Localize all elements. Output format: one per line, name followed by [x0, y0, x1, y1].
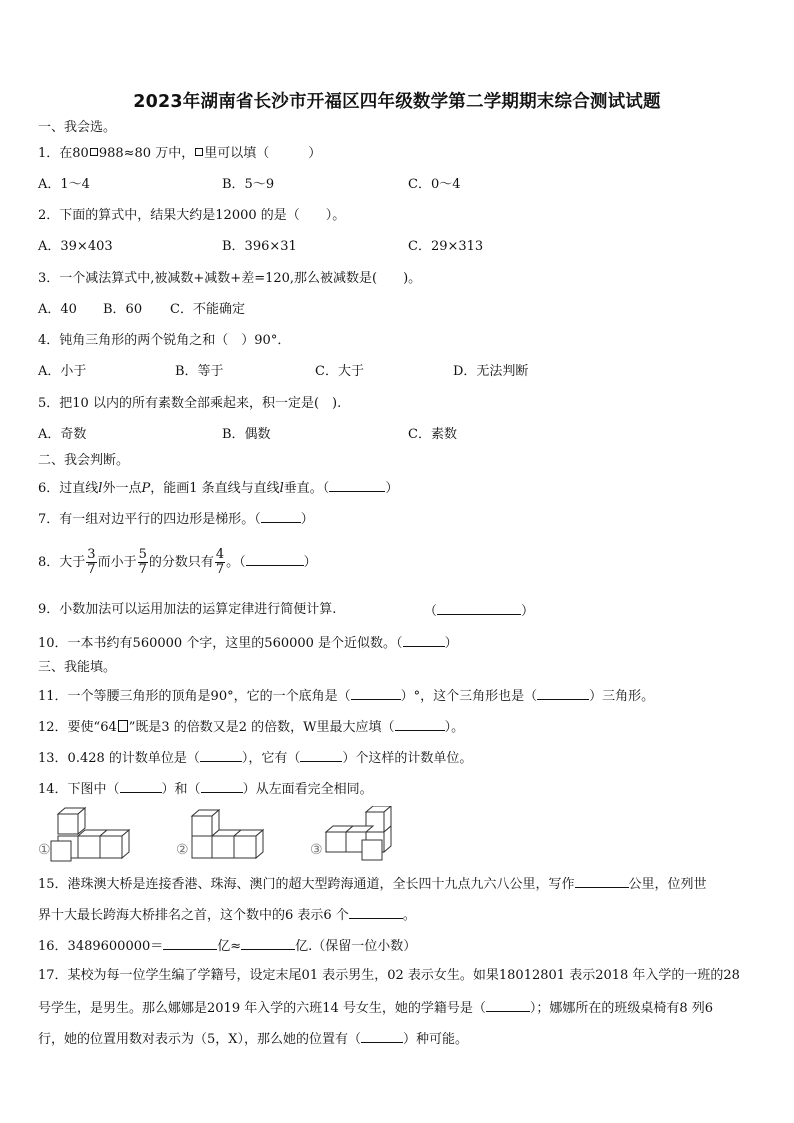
q13-answer-blank-2[interactable] [300, 748, 342, 762]
box-placeholder-icon [118, 720, 128, 732]
q7-answer-blank[interactable] [261, 509, 301, 523]
q10-answer-blank[interactable] [403, 633, 445, 647]
fraction-denominator: 7 [87, 562, 96, 577]
q1-option-a[interactable]: A．1～4 [38, 177, 90, 192]
question-2: 2．下面的算式中，结果大约是12000 的是（ ）。 [38, 208, 346, 223]
q10-text-a: 10．一本书约有560000 个字，这里的560000 是个近似数。（ [38, 636, 403, 651]
q12-answer-blank[interactable] [395, 717, 445, 731]
question-12 [38, 717, 464, 737]
q6-text-d: 垂直。（ [283, 481, 330, 496]
q5-option-b[interactable]: B．偶数 [222, 427, 271, 442]
question-17-line-2 [38, 998, 713, 1018]
q11-answer-blank-1[interactable] [351, 686, 401, 700]
q10-text-b: ） [444, 636, 458, 651]
q3-option-b[interactable]: B．60 [103, 302, 143, 317]
q8-text-b: 而小于 [97, 555, 137, 570]
fraction-denominator: 7 [138, 562, 147, 577]
fraction-5-7 [138, 548, 148, 577]
q6-line-symbol: l [98, 481, 103, 496]
cube-figure-1 [38, 806, 138, 864]
q14-text-b: ）和（ [161, 782, 201, 797]
q9-text-a: 9．小数加法可以运用加法的运算定律进行简便计算. [38, 602, 337, 617]
fraction-numerator: 3 [87, 547, 96, 562]
cube-figure-3 [310, 806, 400, 864]
q16-text-b: 亿≈ [217, 939, 242, 954]
q12-text-c: ）。 [444, 720, 465, 735]
q16-answer-blank-2[interactable] [241, 936, 295, 950]
q8-text-a: 8．大于 [38, 555, 86, 570]
q6-line-symbol-2: l [279, 481, 284, 496]
q12-text-b: ”既是3 的倍数又是2 的倍数，W里最大应填（ [128, 720, 395, 735]
q13-text-c: ）个这样的计数单位。 [342, 751, 473, 766]
q8-text-c: 的分数只有 [148, 555, 214, 570]
q15-text-b: 公里，位列世 [628, 877, 707, 892]
q11-text-b: ）°，这个三角形也是（ [400, 689, 538, 704]
q2-option-c[interactable]: C．29×313 [408, 239, 484, 254]
q8-text-e: ） [303, 555, 317, 570]
section-heading-judge: 二、我会判断。 [38, 453, 130, 468]
q4-option-b[interactable]: B．等于 [175, 364, 224, 379]
q13-answer-blank-1[interactable] [200, 748, 242, 762]
q11-text-c: ）三角形。 [589, 689, 655, 704]
q17-answer-blank-2[interactable] [361, 1029, 403, 1043]
question-10 [38, 633, 458, 653]
q6-text-b: 外一点 [102, 481, 142, 496]
q2-option-b[interactable]: B．396×31 [222, 239, 297, 254]
q16-text-a: 16．3489600000＝ [38, 939, 164, 954]
fraction-numerator: 4 [215, 547, 225, 562]
question-17-line-3 [38, 1029, 468, 1049]
q17-answer-blank-1[interactable] [486, 998, 530, 1012]
fraction-numerator: 5 [138, 547, 147, 562]
question-7 [38, 509, 314, 529]
question-6 [38, 478, 398, 498]
q6-text-a: 6．过直线 [38, 481, 99, 496]
q14-text-a: 14．下图中（ [38, 782, 120, 797]
q5-option-c[interactable]: C．素数 [408, 427, 457, 442]
q6-text-e: ） [385, 481, 399, 496]
question-14 [38, 779, 373, 799]
q6-answer-blank[interactable] [329, 478, 385, 492]
q6-text-c: ，能画1 条直线与直线 [150, 481, 280, 496]
question-15-line-2 [38, 905, 416, 925]
question-13 [38, 748, 472, 768]
q15-text-a: 15．港珠澳大桥是连接香港、珠海、澳门的超大型跨海通道，全长四十九点九六八公里，写作 [38, 877, 575, 892]
q6-point-symbol: P [141, 481, 151, 496]
question-3: 3．一个减法算式中,被减数+减数+差=120,那么被减数是( )。 [38, 271, 422, 286]
q1-option-c[interactable]: C．0～4 [408, 177, 461, 192]
q1-text-a: 1．在80 [38, 146, 89, 161]
q4-option-c[interactable]: C．大于 [315, 364, 364, 379]
q9-answer-blank[interactable] [437, 601, 521, 615]
question-1 [38, 145, 321, 163]
cube-stack-icon [310, 806, 400, 864]
section-heading-choice: 一、我会选。 [38, 120, 117, 135]
q2-option-a[interactable]: A．39×403 [38, 239, 113, 254]
q7-text-a: 7．有一组对边平行的四边形是梯形。（ [38, 512, 261, 527]
page-title: 2023年湖南省长沙市开福区四年级数学第二学期期末综合测试试题 [133, 92, 661, 112]
q15-text-c: 界十大最长跨海大桥排名之首，这个数中的6 表示6 个 [38, 908, 349, 923]
fraction-denominator: 7 [215, 562, 225, 577]
q14-text-c: ）从左面看完全相同。 [242, 782, 373, 797]
q14-answer-blank-2[interactable] [201, 779, 243, 793]
q5-option-a[interactable]: A．奇数 [38, 427, 87, 442]
q9-text-b: （ [424, 604, 438, 619]
figure-label-3: ③ [310, 842, 323, 858]
box-placeholder-icon [90, 148, 98, 156]
q4-option-a[interactable]: A．小于 [38, 364, 87, 379]
question-11 [38, 686, 654, 706]
question-9 [38, 601, 336, 619]
q4-option-d[interactable]: D．无法判断 [453, 364, 529, 379]
q8-answer-blank[interactable] [246, 552, 304, 566]
cube-figure-2 [176, 806, 276, 864]
fraction-4-7 [215, 548, 225, 577]
q15-answer-blank-1[interactable] [575, 874, 629, 888]
figure-label-1: ① [38, 842, 51, 858]
question-5: 5．把10 以内的所有素数全部乘起来，积一定是( ). [38, 396, 342, 411]
cube-stack-icon [176, 806, 276, 864]
question-4: 4．钝角三角形的两个锐角之和（ ）90°． [38, 333, 291, 348]
q11-text-a: 11．一个等腰三角形的顶角是90°，它的一个底角是（ [38, 689, 351, 704]
box-placeholder-icon [195, 148, 203, 156]
question-17-line-1: 17．某校为每一位学生编了学籍号，设定末尾01 表示男生，02 表示女生。如果18012801 表示2018 年入学的一班的28 [38, 968, 740, 983]
q13-text-b: ），它有（ [241, 751, 301, 766]
q3-option-a[interactable]: A．40 [38, 302, 77, 317]
fraction-3-7 [86, 548, 96, 577]
q9-text-c: ） [521, 604, 535, 619]
question-15-line-1 [38, 874, 707, 894]
q1-text-b: 988≈80 万中， [98, 146, 195, 161]
q17-text-a: 号学生，是男生。那么娜娜是2019 年入学的六班14 号女生，她的学籍号是（ [38, 1001, 486, 1016]
figure-label-2: ② [176, 842, 189, 858]
q3-option-c[interactable]: C．不能确定 [170, 302, 245, 317]
question-16 [38, 936, 416, 956]
q14-answer-blank-1[interactable] [120, 779, 162, 793]
q9-answer-area [424, 601, 534, 621]
q17-text-d: ）种可能。 [403, 1032, 469, 1047]
q15-answer-blank-2[interactable] [349, 905, 403, 919]
question-8 [38, 548, 317, 578]
q1-text-c: 里可以填（ ） [204, 146, 322, 161]
q17-text-c: 行，她的位置用数对表示为（5，X），那么她的位置有（ [38, 1032, 362, 1047]
section-heading-fill: 三、我能填。 [38, 660, 117, 675]
cube-stack-icon [38, 806, 138, 864]
q17-text-b: ）；娜娜所在的班级桌椅有8 列6 [529, 1001, 714, 1016]
q1-option-b[interactable]: B．5～9 [222, 177, 275, 192]
q13-text-a: 13．0.428 的计数单位是（ [38, 751, 200, 766]
q8-text-d: 。（ [226, 555, 246, 570]
q7-text-b: ） [300, 512, 314, 527]
q11-answer-blank-2[interactable] [537, 686, 589, 700]
q15-text-d: 。 [402, 908, 416, 923]
q16-answer-blank-1[interactable] [163, 936, 217, 950]
q12-text-a: 12．要使“64 [38, 720, 117, 735]
q16-text-c: 亿.（保留一位小数） [295, 939, 417, 954]
